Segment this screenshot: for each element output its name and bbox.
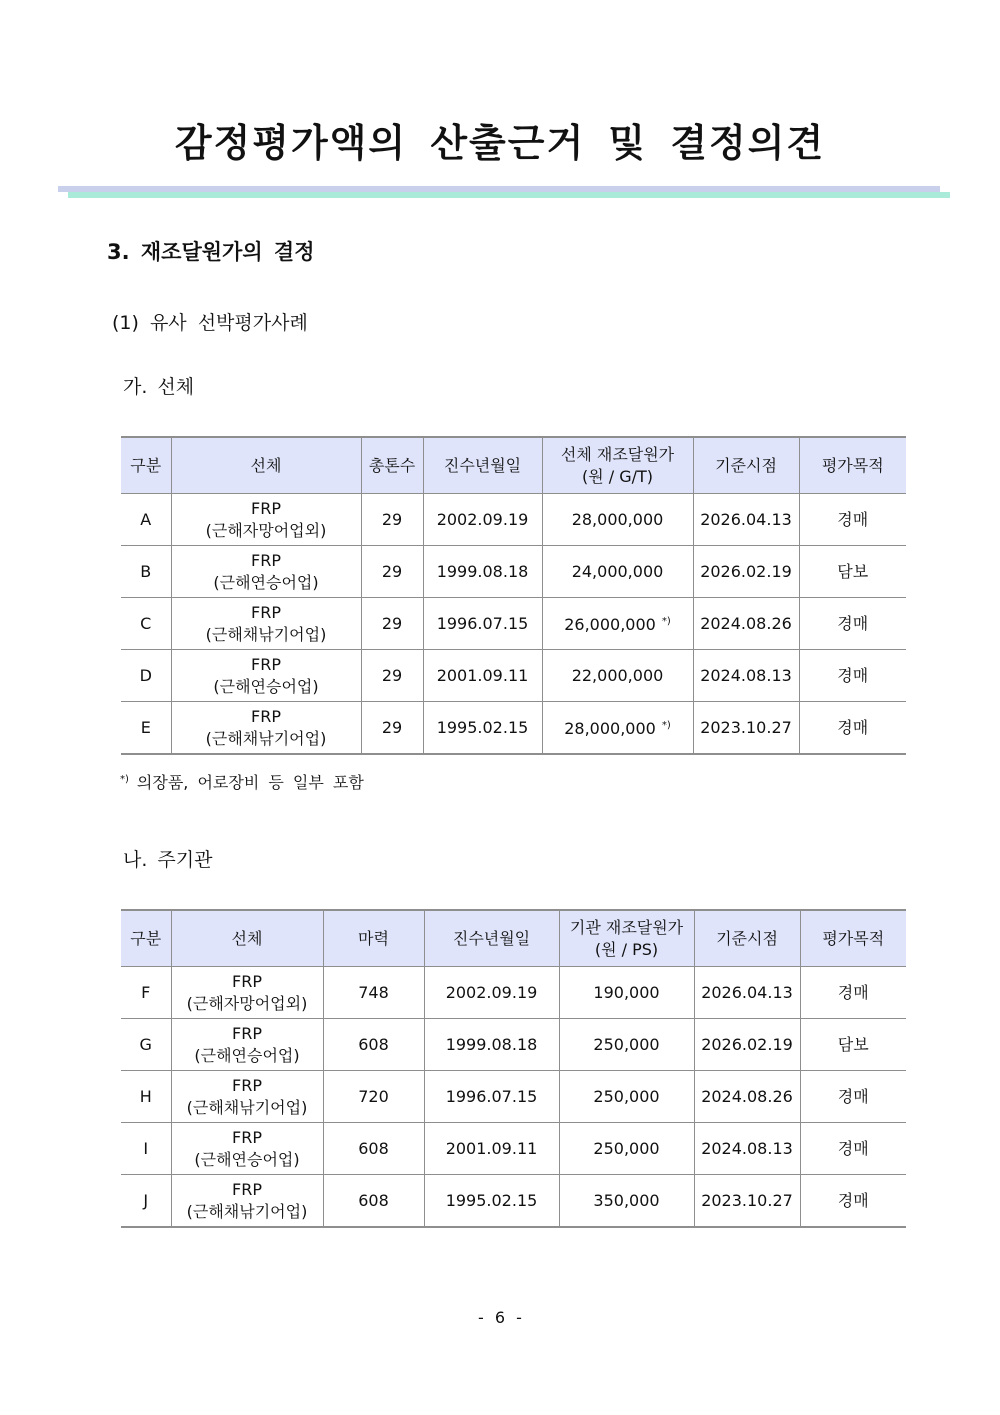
page-number: - 6 -: [478, 1308, 522, 1327]
cell-base-date: 2024.08.13: [693, 650, 799, 702]
cell-id: J: [121, 1175, 171, 1228]
cell-id: C: [121, 598, 171, 650]
header-horsepower: 마력: [323, 910, 424, 967]
cell-base-date: 2024.08.26: [693, 598, 799, 650]
cell-tonnage: 29: [361, 650, 423, 702]
cell-hull: [171, 1019, 323, 1071]
cell-cost: [542, 494, 693, 546]
footnote-marker: *): [661, 616, 671, 627]
header-cost-line1: 선체 재조달원가: [560, 444, 675, 464]
cell-id: H: [121, 1071, 171, 1123]
cost-value: 28,000,000: [564, 719, 656, 738]
cell-hull: [171, 494, 361, 546]
header-tonnage: 총톤수: [361, 437, 423, 494]
cell-purpose: 담보: [800, 1019, 906, 1071]
cell-cost: 250,000: [559, 1019, 694, 1071]
footnote-text: 의장품, 어로장비 등 일부 포함: [136, 773, 364, 792]
cell-cost: [542, 650, 693, 702]
cell-horsepower: 748: [323, 967, 424, 1019]
cell-purpose: 경매: [800, 1071, 906, 1123]
cell-purpose: 경매: [799, 598, 906, 650]
table-row: [121, 1123, 906, 1175]
cell-cost: [542, 702, 693, 755]
header-cost-line2: (원 / G/T): [581, 466, 654, 486]
cell-hull: [171, 1123, 323, 1175]
cell-purpose: 경매: [800, 1175, 906, 1228]
cell-id: F: [121, 967, 171, 1019]
cell-base-date: 2026.02.19: [693, 546, 799, 598]
engine-heading: 나. 주기관: [123, 849, 213, 871]
header-purpose: 평가목적: [800, 910, 906, 967]
title-underline-bottom: [68, 192, 950, 198]
cell-tonnage: 29: [361, 546, 423, 598]
cell-purpose: 경매: [800, 1123, 906, 1175]
cell-horsepower: 608: [323, 1175, 424, 1228]
cell-tonnage: 29: [361, 702, 423, 755]
cell-launch: 2001.09.11: [424, 1123, 559, 1175]
cost-value: 28,000,000: [571, 509, 664, 529]
hull-type: FRP: [251, 706, 281, 726]
header-hull: 선체: [171, 437, 361, 494]
cell-purpose: 경매: [799, 494, 906, 546]
cell-purpose: 담보: [799, 546, 906, 598]
header-category: 구분: [121, 437, 171, 494]
header-base-date: 기준시점: [693, 437, 799, 494]
fishery-type: (근해채낚기어업): [186, 1201, 308, 1221]
cell-launch: 2002.09.19: [423, 494, 542, 546]
cell-id: G: [121, 1019, 171, 1071]
cell-base-date: 2026.04.13: [693, 494, 799, 546]
cell-cost: 250,000: [559, 1123, 694, 1175]
cell-hull: [171, 546, 361, 598]
cell-base-date: 2026.02.19: [694, 1019, 800, 1071]
cell-hull: [171, 598, 361, 650]
header-launch-date: 진수년월일: [423, 437, 542, 494]
hull-type: FRP: [232, 1127, 262, 1147]
table-row: [121, 494, 906, 546]
header-category: 구분: [121, 910, 171, 967]
cell-hull: [171, 702, 361, 755]
cell-hull: [171, 967, 323, 1019]
cell-tonnage: 29: [361, 598, 423, 650]
cell-purpose: 경매: [800, 967, 906, 1019]
header-hull: 선체: [171, 910, 323, 967]
hull-heading: 가. 선체: [123, 376, 195, 398]
hull-type: FRP: [232, 971, 262, 991]
cell-cost: 190,000: [559, 967, 694, 1019]
fishery-type: (근해연승어업): [194, 1149, 300, 1169]
cell-launch: 1996.07.15: [424, 1071, 559, 1123]
fishery-type: (근해채낚기어업): [205, 728, 327, 748]
fishery-type: (근해연승어업): [194, 1045, 300, 1065]
hull-type: FRP: [251, 498, 281, 518]
section-heading: 3. 재조달원가의 결정: [107, 240, 315, 264]
header-cost-line2: (원 / PS): [594, 939, 659, 959]
header-base-date: 기준시점: [694, 910, 800, 967]
hull-type: FRP: [232, 1075, 262, 1095]
cell-launch: 1999.08.18: [424, 1019, 559, 1071]
cell-cost: [542, 598, 693, 650]
cell-horsepower: 608: [323, 1123, 424, 1175]
fishery-type: (근해자망어업외): [186, 993, 308, 1013]
cell-hull: [171, 1071, 323, 1123]
header-cost-line1: 기관 재조달원가: [569, 917, 684, 937]
cell-purpose: 경매: [799, 650, 906, 702]
fishery-type: (근해채낚기어업): [186, 1097, 308, 1117]
subsection-heading: (1) 유사 선박평가사례: [112, 312, 308, 334]
cost-value: 24,000,000: [571, 561, 664, 581]
hull-type: FRP: [232, 1179, 262, 1199]
table-header-row: [121, 910, 906, 967]
cell-base-date: 2024.08.26: [694, 1071, 800, 1123]
table-row: [121, 1175, 906, 1228]
cell-launch: 1999.08.18: [423, 546, 542, 598]
engine-cost-table: [121, 909, 906, 1228]
cell-cost: [542, 546, 693, 598]
cell-purpose: 경매: [799, 702, 906, 755]
cell-hull: [171, 1175, 323, 1228]
cell-id: I: [121, 1123, 171, 1175]
cell-launch: 2002.09.19: [424, 967, 559, 1019]
cost-value: 22,000,000: [571, 665, 664, 685]
cell-id: B: [121, 546, 171, 598]
cell-cost: 350,000: [559, 1175, 694, 1228]
cell-launch: 1996.07.15: [423, 598, 542, 650]
footnote: [120, 770, 364, 793]
cell-base-date: 2023.10.27: [694, 1175, 800, 1228]
cell-tonnage: 29: [361, 494, 423, 546]
cell-horsepower: 720: [323, 1071, 424, 1123]
cell-base-date: 2026.04.13: [694, 967, 800, 1019]
fishery-type: (근해자망어업외): [205, 520, 327, 540]
fishery-type: (근해채낚기어업): [205, 624, 327, 644]
table-header-row: [121, 437, 906, 494]
cell-cost: 250,000: [559, 1071, 694, 1123]
cell-base-date: 2024.08.13: [694, 1123, 800, 1175]
cell-horsepower: 608: [323, 1019, 424, 1071]
table-row: [121, 546, 906, 598]
cell-id: E: [121, 702, 171, 755]
cell-launch: 1995.02.15: [424, 1175, 559, 1228]
fishery-type: (근해연승어업): [213, 572, 319, 592]
header-launch-date: 진수년월일: [424, 910, 559, 967]
cost-value: 26,000,000: [564, 615, 656, 634]
footnote-symbol: *): [120, 774, 129, 785]
table-row: [121, 702, 906, 755]
header-replacement-cost: [559, 910, 694, 967]
table-row: [121, 650, 906, 702]
fishery-type: (근해연승어업): [213, 676, 319, 696]
cell-id: D: [121, 650, 171, 702]
cell-base-date: 2023.10.27: [693, 702, 799, 755]
hull-type: FRP: [232, 1023, 262, 1043]
header-replacement-cost: [542, 437, 693, 494]
table-row: [121, 967, 906, 1019]
cell-id: A: [121, 494, 171, 546]
hull-type: FRP: [251, 654, 281, 674]
footnote-marker: *): [661, 720, 671, 731]
table-row: [121, 598, 906, 650]
page-title: 감정평가액의 산출근거 및 결정의견: [174, 121, 826, 165]
hull-type: FRP: [251, 602, 281, 622]
header-purpose: 평가목적: [799, 437, 906, 494]
table-row: [121, 1071, 906, 1123]
hull-cost-table: [121, 436, 906, 755]
hull-type: FRP: [251, 550, 281, 570]
cell-launch: 1995.02.15: [423, 702, 542, 755]
cell-launch: 2001.09.11: [423, 650, 542, 702]
table-row: [121, 1019, 906, 1071]
cell-hull: [171, 650, 361, 702]
